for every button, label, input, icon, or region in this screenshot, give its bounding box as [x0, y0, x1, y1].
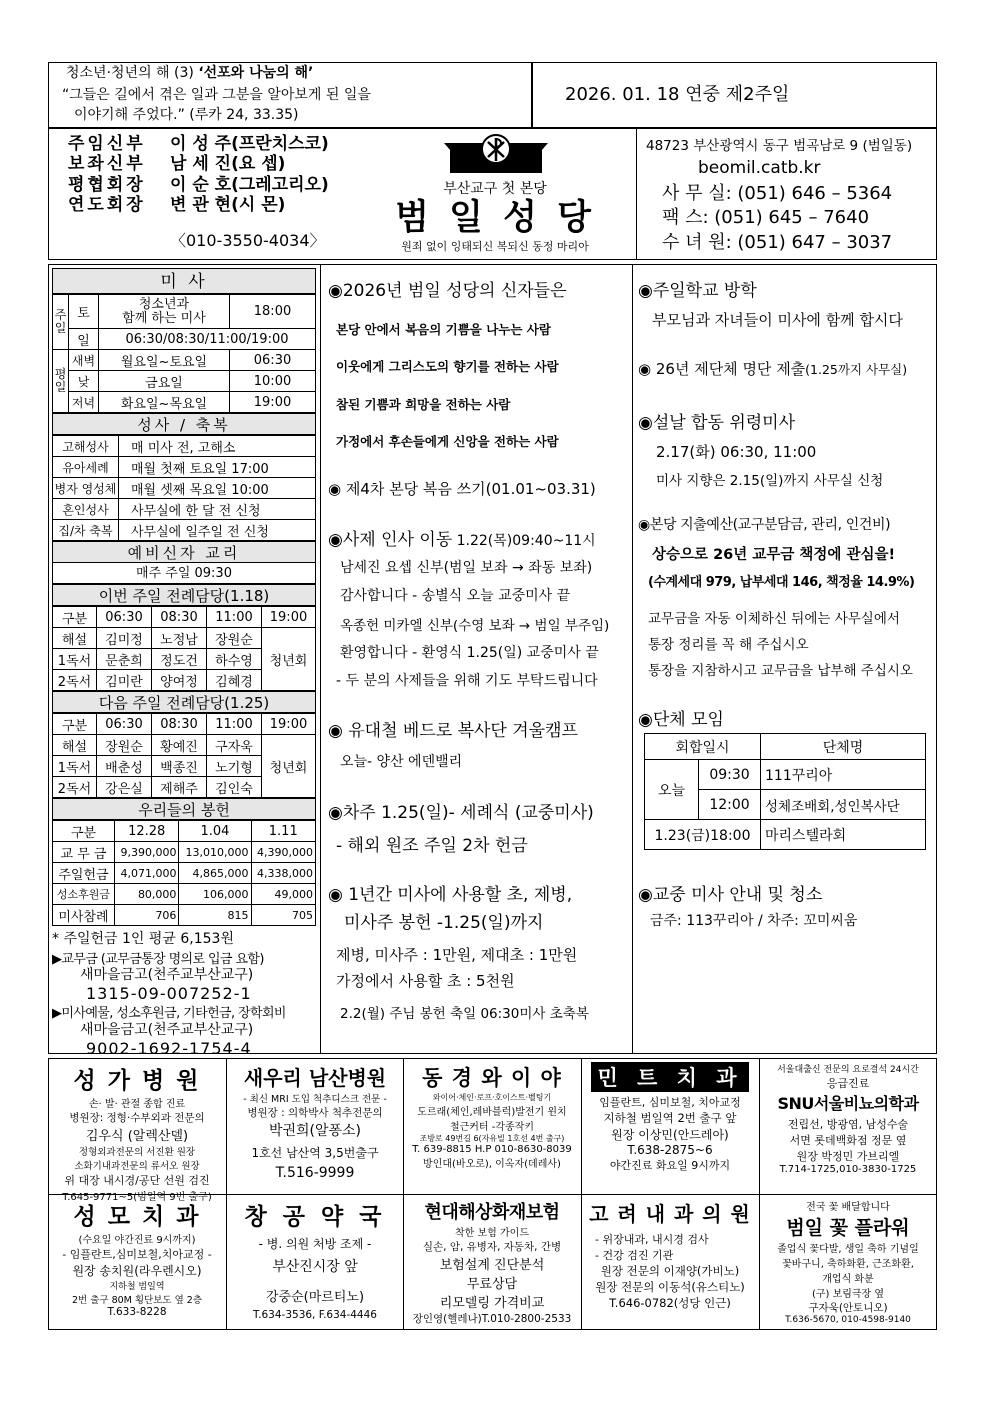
transfer-line: 감사합니다 - 송별식 오늘 교중미사 끝	[340, 588, 571, 604]
camp-line: 오늘- 양산 에덴밸리	[340, 754, 463, 770]
candles-line: 2.2(월) 주님 봉헌 축일 06:30미사 초축복	[340, 1006, 589, 1022]
ad-hyundai-insurance: 현대해상화재보험 착한 보험 가이드 실손, 암, 유병자, 자동차, 간병 보험설계 진단분석 무료상담 리모델링 가격비교 장인영(헬레나)T.010-2800-2533	[412, 1202, 572, 1325]
transfer-line: 남세진 요셉 신부(범일 보좌 → 좌동 보좌)	[340, 560, 593, 576]
office-phone: 사 무 실: (051) 646 – 5364	[662, 183, 893, 204]
parish-website[interactable]: beomil.catb.kr	[698, 158, 821, 178]
liturgy-next-title: 다음 주일 전례담당(1.25)	[52, 691, 316, 713]
ads-col-divider	[226, 1058, 227, 1330]
ad-changgong-pharmacy: 창 공 약 국 - 병. 의원 처방 조제 - 부산진시장 앞 강중순(마르티노) T.634-3536, F.634-4446	[244, 1204, 386, 1321]
budget-line: 상승으로 26년 교무금 책정에 관심을!	[652, 547, 896, 563]
group-meeting-table: 회합일시 단체명 오늘 09:30 111꾸리아 12:00 성체조배회,성인복사단 1.23(금)18:00 마리스텔라회	[644, 733, 926, 850]
bank-a-account: 1315-09-007252-1	[86, 984, 252, 1004]
offering-title: 우리들의 봉헌	[52, 798, 316, 820]
parish-motto: 원죄 없이 잉태되신 복되신 동정 마리아	[401, 240, 589, 253]
sat-label: 토	[69, 295, 99, 329]
budget-line: 교무금을 자동 이체하신 뒤에는 사무실에서	[648, 611, 900, 627]
diocese-label: 부산교구 첫 본당	[443, 181, 547, 197]
ad-namsan-hospital: 새우리 남산병원 - 최신 MRI 도입 척추디스크 전문 - 병원장 : 의학박사 척추전문의 박권희(알퐁소) 1호선 남산역 3,5번출구 T.516-9999	[243, 1066, 387, 1181]
mass-table: 주 일 토 청소년과 함께 하는 미사 18:00 일 06:30/08:30/11:00/19:00 평 일 새벽 월요일~토요일 06:30 낮 금요일 10:00 저녁 화요일~목요일 19:00	[52, 294, 316, 413]
candles-line: 가정에서 사용할 초 : 5천원	[336, 972, 515, 990]
cleaning-heading: ◉교중 미사 안내 및 청소	[638, 885, 823, 905]
bulletin-date: 2026. 01. 18 연중 제2주일	[565, 84, 790, 105]
ad-mint-dental: 민 트 치 과 임플란트, 심미보철, 치아교정 지하철 범일역 2번 출구 앞 원장 이상민(안드레아) T.638-2875~6 야간진료 화요일 9시까지	[583, 1062, 757, 1192]
believer-line: 이웃에게 그리스도의 향기를 전하는 사람	[336, 359, 559, 374]
liturgy-this-table: 구분 06:30 08:30 11:00 19:00 해설 김미정 노정남 장원순 청년회 1독서 문춘희 정도건 하수영 2독서 김미란 양여정 김혜경	[52, 606, 316, 691]
believer-line: 가정에서 후손들에게 신앙을 전하는 사람	[336, 434, 559, 449]
collection-line: - 해외 원조 주일 2차 헌금	[336, 836, 528, 856]
ads-col-divider	[403, 1058, 404, 1330]
col-divider-1	[320, 264, 321, 1054]
believer-line: 본당 안에서 복음의 기쁨을 나누는 사람	[336, 322, 551, 337]
transfer-line: 옥종헌 미카엘 신부(수영 보좌 → 범일 부주임)	[340, 618, 610, 634]
memorial-line: 미사 지향은 2.15(일)까지 사무실 신청	[656, 473, 884, 489]
ad-beomil-flower: 전국 꽃 배달합니다 범일 꽃 플라워 졸업식 꽃다발, 생일 축하 기념일 꽃바구니, 축하화환, 근조화환, 개업식 화분 (구) 보림극장 옆 구자욱(안토니오) T.636-5670, 010-4598-9140	[777, 1202, 919, 1325]
ad-goryeo-clinic: 고 려 내 과 의 원 - 위장내과, 내시경 검사 - 건강 검진 기관 원장 전문의 이재양(가비노) 원장 전문의 이동석(유스티노) T.646-0782(성당 인근)	[589, 1202, 751, 1310]
sunday-school-heading: ◉주일학교 방학	[638, 281, 757, 301]
theme-quote-2: 이야기해 주었다.” (루카 24, 33.35)	[74, 107, 299, 123]
candles-heading-1: ◉ 1년간 미사에 사용할 초, 제병,	[328, 885, 573, 905]
offering-table: 구분 12.28 1.04 1.11 교 무 금 9,390,000 13,010,000 4,390,000 주일헌금 4,071,000 4,865,000 4,338,000 성소후원금 80,000 106,000 49,000 미사참례 706 815 705	[52, 820, 316, 926]
sat-time: 18:00	[230, 295, 316, 329]
catechumen-title: 예비신자 교리	[52, 541, 316, 563]
group-roster-heading: ◉ 26년 제단체 명단 제출(1.25까지 사무실)	[638, 360, 908, 378]
budget-heading: ◉본당 지출예산(교구분담금, 관리, 인건비)	[638, 517, 891, 533]
candles-line: 제병, 미사주 : 1만원, 제대초 : 1만원	[336, 946, 578, 964]
ad-dongkyung-wire: 동 경 와 이 야 와이어·체인·로프·호이스트·벨팅기 도르래(체인,레바블럭)발전기 윈치 철근커터 -각종작키 조방로 49번길 6(자유빌 1호선 4번 출구) T. 639-8815 H.P 010-8630-8039 방인대(바오로), 이옥자(데레사)	[412, 1066, 572, 1170]
weekday-label: 평 일	[53, 350, 69, 413]
sun-times: 06:30/08:30/11:00/19:00	[99, 329, 316, 350]
believer-line: 참된 기쁨과 희망을 전하는 사람	[336, 397, 511, 412]
contact-divider	[636, 128, 637, 260]
budget-line: 통장 정리를 꼭 해 주십시오	[648, 637, 809, 653]
sacrament-title: 성사 / 축복	[52, 413, 316, 435]
mass-title: 미 사	[52, 268, 316, 294]
transfer-line: 환영합니다 - 환영식 1.25(일) 교중미사 끝	[340, 645, 599, 661]
candles-heading-2: 미사주 봉헌 -1.25(일)까지	[344, 913, 544, 933]
parish-address: 48723 부산광역시 동구 범곡남로 9 (범일동)	[646, 138, 913, 154]
parish-name: 범 일 성 당	[395, 198, 595, 238]
theme-line1	[66, 65, 313, 82]
staff-row: 보좌신부 남 세 진(요 셉)	[68, 154, 286, 175]
ad-seongmo-dental: 성 모 치 과 (수요일 야간진료 9시까지) - 임플란트,심미보철,치아교정 - 원장 송치원(라우렌시오) 지하철 범일역 2번 출구 80M 횡단보도 옆 2층 T.633-8228	[62, 1204, 212, 1318]
catechumen-time: 매주 주일 09:30	[52, 563, 316, 584]
group-meeting-table-wrap	[644, 733, 926, 850]
sacrament-table: 고해성사 매 미사 전, 고해소 유아세례 매월 첫째 토요일 17:00 병자 영성체 매월 셋째 목요일 10:00 혼인성사 사무실에 한 달 전 신청 집/차 축복 사무실에 일주일 전 신청	[52, 435, 316, 541]
sun-label: 일	[69, 329, 99, 350]
bank-a-title: ▶교무금 (교무금통장 명의로 입금 요함)	[52, 951, 264, 967]
left-column	[52, 268, 316, 1058]
baptism-heading: ◉차주 1.25(일)- 세례식 (교중미사)	[328, 803, 594, 823]
staff-row: 평협회장 이 순 호(그레고리오)	[68, 174, 329, 195]
believers-heading: ◉2026년 범일 성당의 신자들은	[328, 281, 567, 301]
col-divider-2	[632, 264, 633, 1054]
sat-mass: 청소년과 함께 하는 미사	[99, 295, 230, 329]
convent-phone: 수 녀 원: (051) 647 – 3037	[662, 232, 893, 253]
gospel-writing-heading: ◉ 제4차 본당 복음 쓰기(01.01~03.31)	[328, 480, 596, 498]
staff-row: 주임신부 이 성 주(프란치스코)	[68, 134, 329, 154]
fax-number: 팩 스: (051) 645 – 7640	[662, 207, 870, 228]
memorial-mass-heading: ◉설날 합동 위령미사	[638, 413, 796, 433]
bank-b-title: ▶미사예물, 성소후원금, 기타헌금, 장학회비	[52, 1006, 286, 1022]
chi-rho-logo-icon	[444, 133, 548, 179]
staff-phone: 〈010-3550-4034〉	[170, 231, 326, 250]
ad-snu-urology: 서울대출신 전문의 요로결석 24시간 응급진료 SNU서울비뇨의학과 전립선, 방광염, 남성수술 서면 롯데백화점 정문 옆 원장 박정민 가브리엘 T.714-1725,010-3830-1725	[777, 1065, 919, 1175]
cleaning-line: 금주: 113꾸리아 / 차주: 꼬미씨움	[650, 913, 858, 929]
memorial-line: 2.17(화) 06:30, 11:00	[656, 443, 817, 461]
liturgy-this-title: 이번 주일 전례담당(1.18)	[52, 584, 316, 606]
liturgy-next-table: 구분 06:30 08:30 11:00 19:00 해설 장원순 황예진 구자욱 청년회 1독서 배춘성 백종진 노기형 2독서 강은실 제해주 김인숙	[52, 713, 316, 798]
theme-year: 청소년·청년의 해 (3)	[66, 65, 199, 81]
sunday-label: 주 일	[53, 295, 69, 350]
priest-transfer-heading: ◉사제 인사 이동 1.22(목)09:40~11시	[328, 530, 596, 550]
bank-b-account: 9002-1692-1754-4	[86, 1038, 252, 1058]
theme-emphasis: ‘선포와 나눔의 해’	[198, 65, 314, 81]
bank-b-name: 새마을금고(천주교부산교구)	[80, 1021, 254, 1038]
staff-row: 연도회장 변 관 현(시 몬)	[68, 195, 286, 216]
bank-a-name: 새마을금고(천주교부산교구)	[80, 967, 254, 984]
theme-quote-1: “그들은 길에서 겪은 일과 그분을 알아보게 된 일을	[62, 87, 371, 103]
ads-col-divider	[581, 1058, 582, 1330]
budget-line: (수계세대 979, 납부세대 146, 책정율 14.9%)	[648, 575, 915, 590]
ads-col-divider	[759, 1058, 760, 1330]
budget-line: 통장을 지참하시고 교무금을 납부해 주십시오	[648, 663, 913, 679]
sunday-school-line: 부모님과 자녀들이 미사에 함께 합시다	[652, 311, 903, 329]
transfer-line: - 두 분의 사제들을 위해 기도 부탁드립니다	[336, 673, 598, 689]
offering-average: * 주일헌금 1인 평균 6,153원	[52, 931, 234, 947]
altar-server-camp-heading: ◉ 유대철 베드로 복사단 겨울캠프	[328, 721, 578, 741]
group-meeting-heading: ◉단체 모임	[638, 710, 724, 730]
staff-list	[68, 134, 329, 216]
ad-seongga-hospital: 성 가 병 원 손· 발· 관절 종합 진료 병원장: 정형·수부외과 전문의 김우식 (알렉산델) 정형외과전문의 서진환 원장 소화기내과전문의 류서오 원장 위 대장 내시경/공단 선원 검진 T.645-9771~5(범일역 9번 출구)	[62, 1068, 212, 1203]
